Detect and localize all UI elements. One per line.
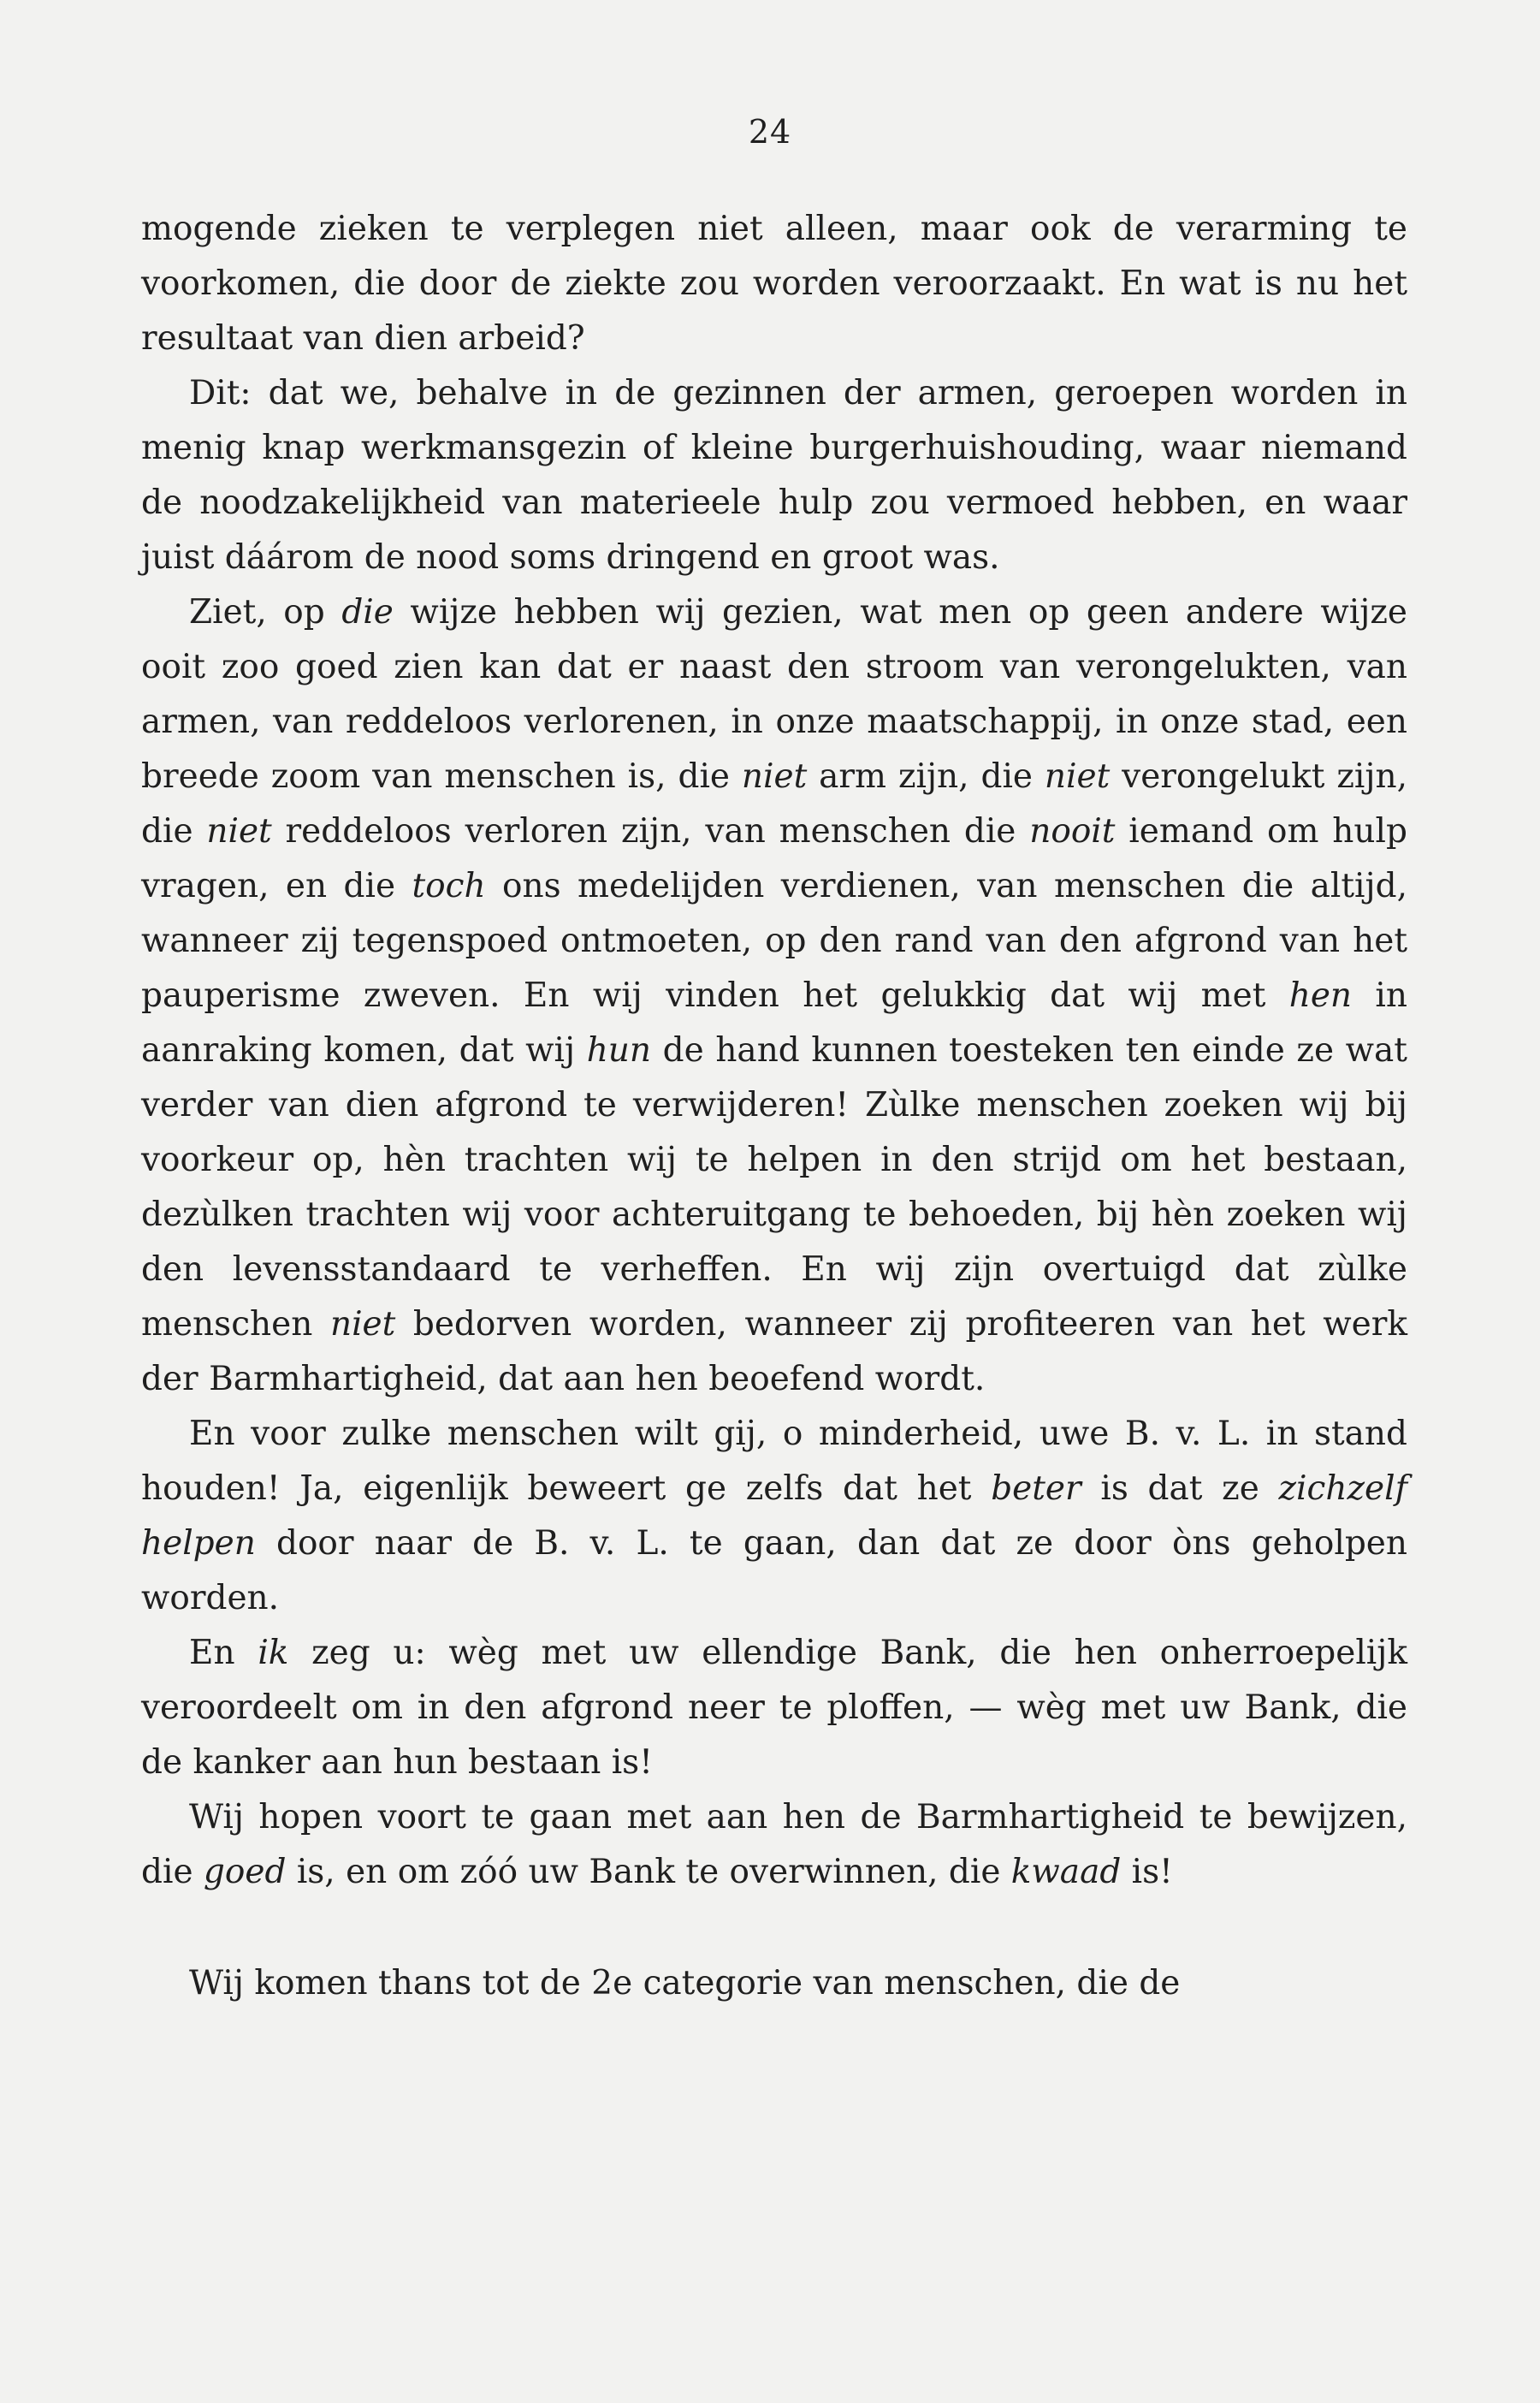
text-run: ons medelijden verdienen, van menschen die altijd, wanneer zij tegenspoed ontmoeten, op den rand van den afgrond van het pauperisme zweven. En wij vinden het gelukkig dat wij met <box>141 867 1407 1015</box>
italic-text: niet <box>206 812 272 851</box>
paragraph <box>141 1626 1407 1790</box>
paragraph <box>141 585 1407 1407</box>
italic-text: niet <box>329 1305 396 1344</box>
italic-text: toch <box>412 867 486 905</box>
text-run: is, en om zóó uw Bank te overwinnen, die <box>286 1853 1011 1891</box>
text-run: de hand kunnen toesteken ten einde ze wat verder van dien afgrond te verwijderen! Zùlke menschen zoeken wij bij voorkeur op, hèn trachten wij te helpen in den strijd om het bestaan, dezùlken trachten wij voor achteruitgang te behoeden, bij hèn zoeken wij den levensstandaard te verheffen. En wij zijn overtuigd dat zùlke menschen <box>141 1031 1407 1344</box>
text-run: is! <box>1121 1853 1173 1891</box>
italic-text: hen <box>1288 976 1353 1015</box>
text-run: zeg u: wèg met uw ellendige Bank, die hen onherroepelijk veroordeelt om in den afgrond neer te ploffen, — wèg met uw Bank, die de kanker aan hun bestaan is! <box>141 1634 1408 1782</box>
paragraph <box>141 1956 1407 2011</box>
italic-text: ik <box>258 1634 289 1672</box>
text-run: En <box>189 1634 258 1672</box>
text-run: wijze hebben wij gezien, wat men op geen andere wijze ooit zoo goed zien kan dat er naast den stroom van verongelukten, van armen, van reddeloos verlorenen, in onze maatschappij, in onze stad, een breede zoom van menschen is, die <box>141 593 1407 796</box>
text-run: iemand om hulp vragen, en die <box>141 812 1407 905</box>
italic-text: niet <box>1044 757 1111 796</box>
italic-text: kwaad <box>1010 1853 1122 1891</box>
text-run: is dat ze <box>1081 1469 1279 1508</box>
italic-text: beter <box>991 1469 1081 1508</box>
italic-text: goed <box>203 1853 287 1891</box>
text-run: door naar de B. v. L. te gaan, dan dat ze door òns geholpen worden. <box>141 1524 1407 1617</box>
text-run: Ziet, op <box>189 593 342 632</box>
text-run: arm zijn, die <box>807 757 1045 796</box>
italic-text: die <box>341 593 394 632</box>
text-run: Wij hopen voort te gaan met aan hen de Barmhartigheid te bewijzen, die <box>141 1798 1407 1891</box>
italic-text: nooit <box>1029 812 1116 851</box>
italic-text: hun <box>586 1031 652 1070</box>
body-text <box>141 202 1407 2011</box>
paragraph <box>141 1407 1407 1626</box>
text-run: mogende zieken te verplegen niet alleen, maar ook de verarming te voorkomen, die door de ziekte zou worden veroorzaakt. En wat is nu het resultaat van dien arbeid? <box>141 210 1407 358</box>
text-run: Wij komen thans tot de 2e categorie van menschen, die de <box>189 1964 1181 2002</box>
text-run: in aanraking komen, dat wij <box>141 976 1407 1070</box>
text-run: bedorven worden, wanneer zij profiteeren van het werk der Barmhartigheid, dat aan hen beoefend wordt. <box>141 1305 1407 1398</box>
italic-text: zichzelf helpen <box>141 1469 1408 1563</box>
paragraph <box>141 1790 1407 1900</box>
page-number: 24 <box>748 113 792 151</box>
text-run: verongelukt zijn, die <box>141 757 1407 851</box>
paragraph <box>141 366 1407 585</box>
text-run: Dit: dat we, behalve in de gezinnen der armen, geroepen worden in menig knap werkmansgezin of kleine burgerhuishouding, waar niemand de noodzakelijkheid van materieele hulp zou vermoed hebben, en waar juist dáárom de nood soms dringend en groot was. <box>141 374 1407 577</box>
text-run: En voor zulke menschen wilt gij, o minderheid, uwe B. v. L. in stand houden! Ja, eigenlijk beweert ge zelfs dat het <box>141 1415 1407 1508</box>
text-run: reddeloos verloren zijn, van menschen die <box>271 812 1030 851</box>
paragraph <box>141 202 1407 366</box>
italic-text: niet <box>741 757 808 796</box>
